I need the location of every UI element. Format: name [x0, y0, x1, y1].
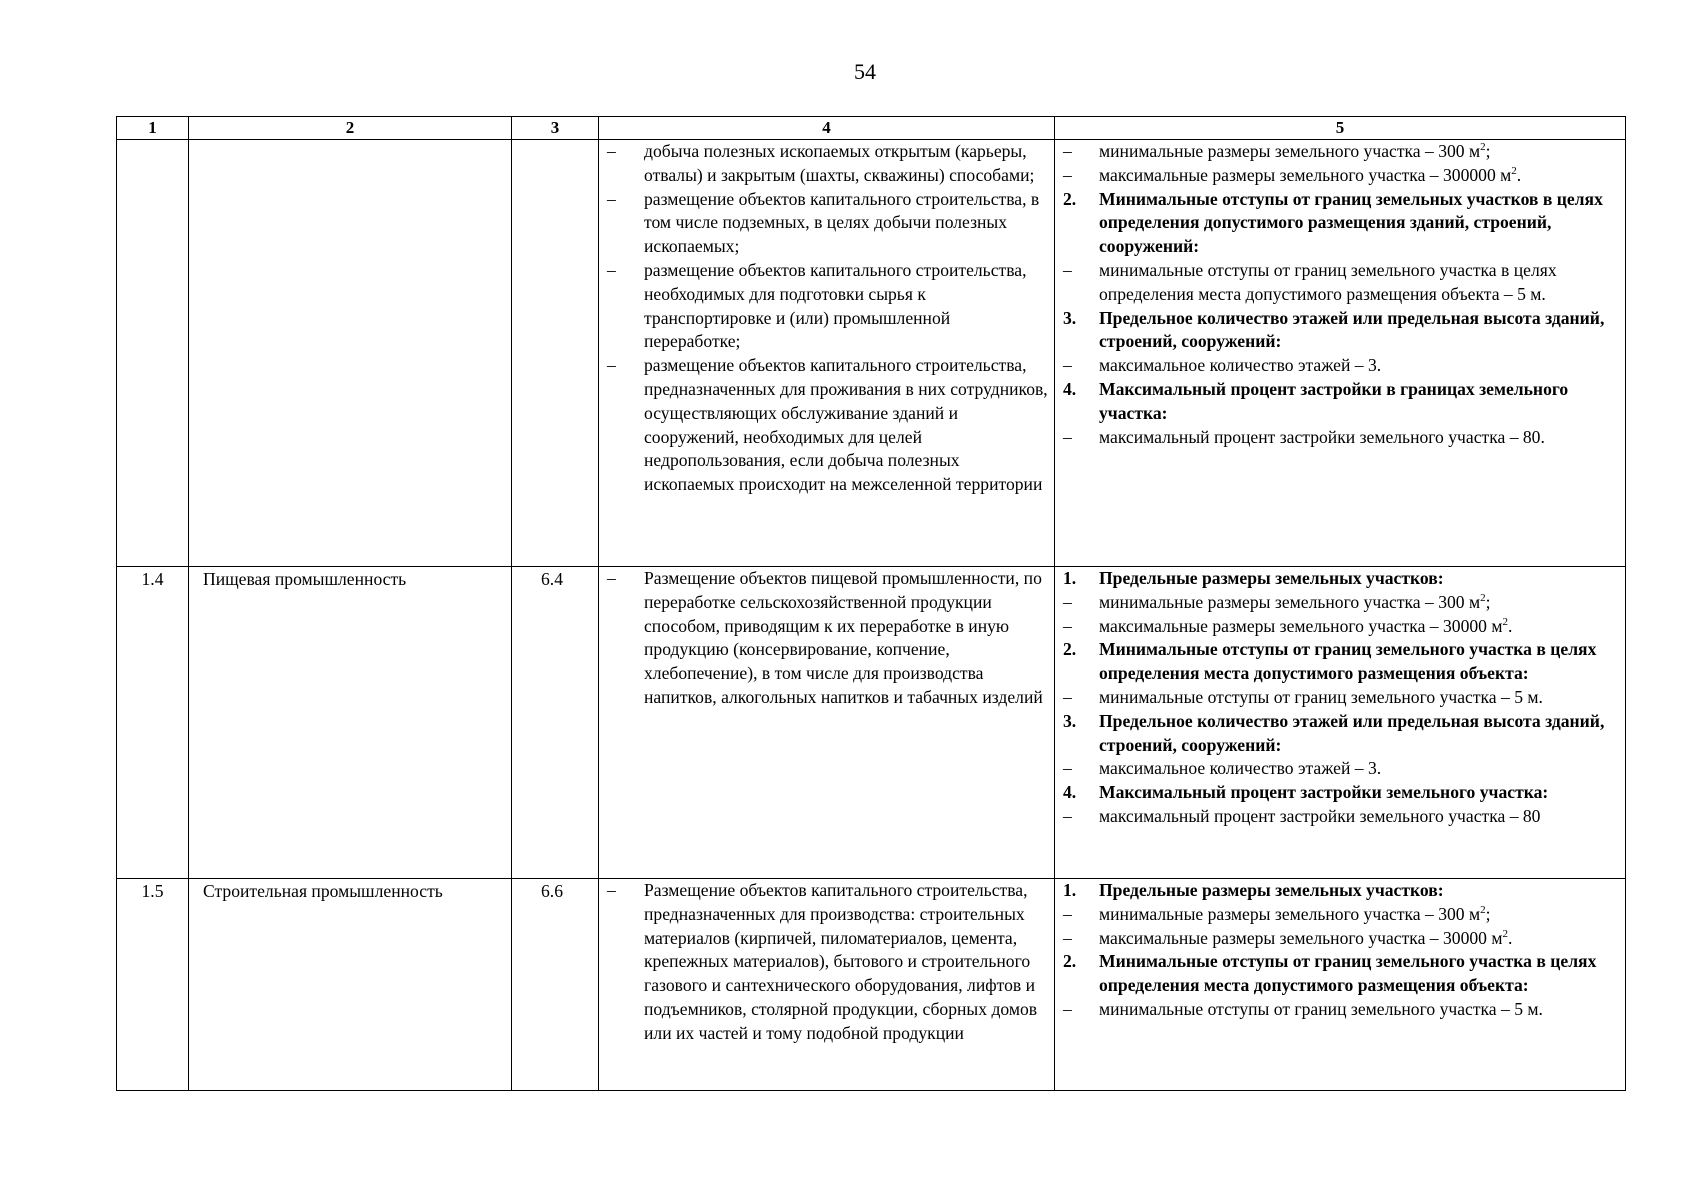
- header-col-2: 2: [189, 117, 512, 140]
- param-marker: –: [1063, 259, 1072, 280]
- bullet-dash: –: [607, 188, 616, 209]
- param-item: [1055, 903, 1619, 927]
- bullet-dash: –: [607, 568, 616, 588]
- row-number-cell: [117, 879, 189, 1091]
- param-marker: –: [1063, 164, 1072, 185]
- use-text: размещение объектов капитального строительства, необходимых для подготовки сырья к транспортировке и (или) промышленной переработке;: [644, 259, 1027, 352]
- row-code: 6.4: [541, 569, 563, 589]
- page-number: 54: [854, 59, 876, 84]
- use-text: добыча полезных ископаемых открытым (карьеры, отвалы) и закрытым (шахты, скважины) способами;: [644, 141, 1035, 185]
- param-text: Предельное количество этажей или предельная высота зданий, строений, сооружений:: [1099, 710, 1605, 755]
- param-text: Предельное количество этажей или предельная высота зданий, строений, сооружений:: [1099, 307, 1605, 352]
- param-marker: –: [1063, 355, 1072, 376]
- uses-cell: [599, 140, 1055, 567]
- param-text: минимальные отступы от границ земельного участка – 5 м.: [1099, 686, 1543, 707]
- param-text: Предельные размеры земельных участков:: [1099, 880, 1444, 900]
- param-marker: 1.: [1063, 568, 1077, 588]
- use-list-item: [599, 354, 1048, 497]
- header-row: [117, 117, 1626, 140]
- row-name-cell: [189, 140, 512, 567]
- param-item: [1055, 354, 1619, 378]
- header-col-3: 3: [512, 117, 599, 140]
- superscript: 2: [1502, 927, 1508, 940]
- param-item: [1055, 686, 1619, 710]
- param-marker: –: [1063, 426, 1072, 447]
- param-marker: –: [1063, 686, 1072, 707]
- param-text: Минимальные отступы от границ земельных участков в целях определения допустимого размещения зданий, строений, сооружений:: [1099, 188, 1603, 257]
- row-name: Строительная промышленность: [203, 881, 443, 901]
- param-heading: [1055, 781, 1619, 805]
- param-marker: –: [1063, 615, 1072, 636]
- punctuation: ;: [1485, 903, 1491, 924]
- param-heading: [1055, 950, 1619, 998]
- row-number: 1.5: [141, 881, 164, 901]
- row-code: [512, 140, 598, 141]
- bullet-dash: –: [607, 141, 616, 161]
- use-list-item: [599, 879, 1048, 1046]
- param-item: [1055, 998, 1619, 1022]
- params-cell: [1055, 567, 1626, 879]
- param-heading: [1055, 879, 1619, 903]
- header-col-5: 5: [1055, 117, 1626, 140]
- use-list-item: [599, 259, 1048, 354]
- param-marker: 4.: [1063, 782, 1077, 803]
- use-list-item: [599, 188, 1048, 259]
- param-heading: [1055, 188, 1619, 259]
- param-marker: 2.: [1063, 951, 1077, 972]
- param-marker: 2.: [1063, 188, 1077, 209]
- param-item: [1055, 140, 1619, 164]
- param-marker: –: [1063, 591, 1072, 612]
- param-text: Минимальные отступы от границ земельного участка в целях определения места допустимого размещения объекта:: [1099, 639, 1597, 684]
- superscript: 2: [1502, 615, 1508, 628]
- row-number: 1.4: [141, 569, 164, 589]
- param-item: [1055, 591, 1619, 615]
- param-text: минимальные отступы от границ земельного участка в целях определения места допустимого размещения объекта – 5 м.: [1099, 259, 1557, 304]
- param-marker: –: [1063, 805, 1072, 826]
- param-heading: [1055, 378, 1619, 426]
- params-cell: [1055, 879, 1626, 1091]
- use-text: Размещение объектов капитального строительства, предназначенных для производства: строительных материалов (кирпичей, пиломатериалов, цемента, крепежных материалов), бытового и строительного газового и сантехнического оборудования, лифтов и подъемников, столярной продукции, сборных домов или их частей и тому подобной продукции: [644, 880, 1038, 1043]
- param-heading: [1055, 710, 1619, 758]
- table-row: [117, 567, 1626, 879]
- row-number: [117, 140, 188, 141]
- param-marker: 3.: [1063, 710, 1077, 731]
- param-marker: 2.: [1063, 639, 1077, 660]
- param-marker: –: [1063, 927, 1072, 948]
- row-name-cell: [189, 879, 512, 1091]
- param-text: максимальное количество этажей – 3.: [1099, 355, 1382, 376]
- param-item: [1055, 259, 1619, 307]
- bullet-dash: –: [607, 880, 616, 900]
- param-item: [1055, 757, 1619, 781]
- param-marker: –: [1063, 141, 1072, 161]
- superscript: 2: [1480, 591, 1486, 604]
- param-marker: 3.: [1063, 307, 1077, 328]
- param-text: Предельные размеры земельных участков:: [1099, 568, 1444, 588]
- param-text: максимальное количество этажей – 3.: [1099, 758, 1382, 779]
- row-code: 6.6: [541, 881, 563, 901]
- param-item: [1055, 805, 1619, 829]
- row-name: Пищевая промышленность: [203, 569, 407, 589]
- header-col-4: 4: [599, 117, 1055, 140]
- param-text: минимальные размеры земельного участка – 300 м: [1099, 591, 1481, 612]
- superscript: 2: [1480, 141, 1486, 154]
- param-text: минимальные размеры земельного участка – 300 м: [1099, 903, 1481, 924]
- param-marker: –: [1063, 758, 1072, 779]
- regulations-table: [116, 116, 1626, 1091]
- punctuation: ;: [1485, 591, 1491, 612]
- row-name: [189, 140, 511, 141]
- params-cell: [1055, 140, 1626, 567]
- uses-cell: [599, 567, 1055, 879]
- param-text: максимальный процент застройки земельного участка – 80.: [1099, 426, 1545, 447]
- bullet-dash: –: [607, 259, 616, 280]
- use-text: размещение объектов капитального строительства, предназначенных для проживания в них сотрудников, осуществляющих обслуживание зданий и сооружений, необходимых для целей недропользования, если добыча полезных ископаемых происходит на межселенной территории: [644, 355, 1048, 495]
- row-number-cell: [117, 140, 189, 567]
- punctuation: .: [1508, 615, 1513, 636]
- use-list-item: [599, 140, 1048, 188]
- header-col-1: 1: [117, 117, 189, 140]
- param-marker: 1.: [1063, 880, 1077, 900]
- param-marker: –: [1063, 998, 1072, 1019]
- use-text: размещение объектов капитального строительства, в том числе подземных, в целях добычи полезных ископаемых;: [644, 188, 1040, 257]
- punctuation: .: [1516, 164, 1522, 185]
- table-row: [117, 879, 1626, 1091]
- param-text: максимальные размеры земельного участка – 30000 м: [1099, 615, 1503, 636]
- row-number-cell: [117, 567, 189, 879]
- row-code-cell: [512, 140, 599, 567]
- param-item: [1055, 927, 1619, 951]
- param-text: минимальные размеры земельного участка – 300 м: [1099, 141, 1481, 161]
- punctuation: .: [1508, 927, 1513, 948]
- param-text: Максимальный процент застройки земельного участка:: [1099, 782, 1549, 803]
- param-item: [1055, 615, 1619, 639]
- param-text: Максимальный процент застройки в границах земельного участка:: [1099, 378, 1569, 423]
- use-text: Размещение объектов пищевой промышленности, по переработке сельскохозяйственной продукции способом, приводящим к их переработке в иную продукцию (консервирование, копчение, хлебопечение), в том числе для производства напитков, алкогольных напитков и табачных изделий: [644, 568, 1043, 707]
- param-heading: [1055, 638, 1619, 686]
- superscript: 2: [1480, 903, 1486, 916]
- superscript: 2: [1511, 164, 1517, 177]
- param-heading: [1055, 307, 1619, 355]
- row-name-cell: [189, 567, 512, 879]
- param-item: [1055, 164, 1619, 188]
- param-item: [1055, 426, 1619, 450]
- use-list-item: [599, 567, 1048, 710]
- param-text: максимальные размеры земельного участка – 300000 м: [1099, 164, 1512, 185]
- punctuation: ;: [1485, 141, 1491, 161]
- uses-cell: [599, 879, 1055, 1091]
- param-marker: –: [1063, 903, 1072, 924]
- param-text: максимальный процент застройки земельного участка – 80: [1099, 805, 1541, 826]
- table-row: [117, 140, 1626, 567]
- row-code-cell: [512, 567, 599, 879]
- param-text: Минимальные отступы от границ земельного участка в целях определения места допустимого размещения объекта:: [1099, 951, 1597, 996]
- bullet-dash: –: [607, 355, 616, 376]
- param-text: минимальные отступы от границ земельного участка – 5 м.: [1099, 998, 1543, 1019]
- param-marker: 4.: [1063, 378, 1077, 399]
- param-heading: [1055, 567, 1619, 591]
- row-code-cell: [512, 879, 599, 1091]
- param-text: максимальные размеры земельного участка – 30000 м: [1099, 927, 1503, 948]
